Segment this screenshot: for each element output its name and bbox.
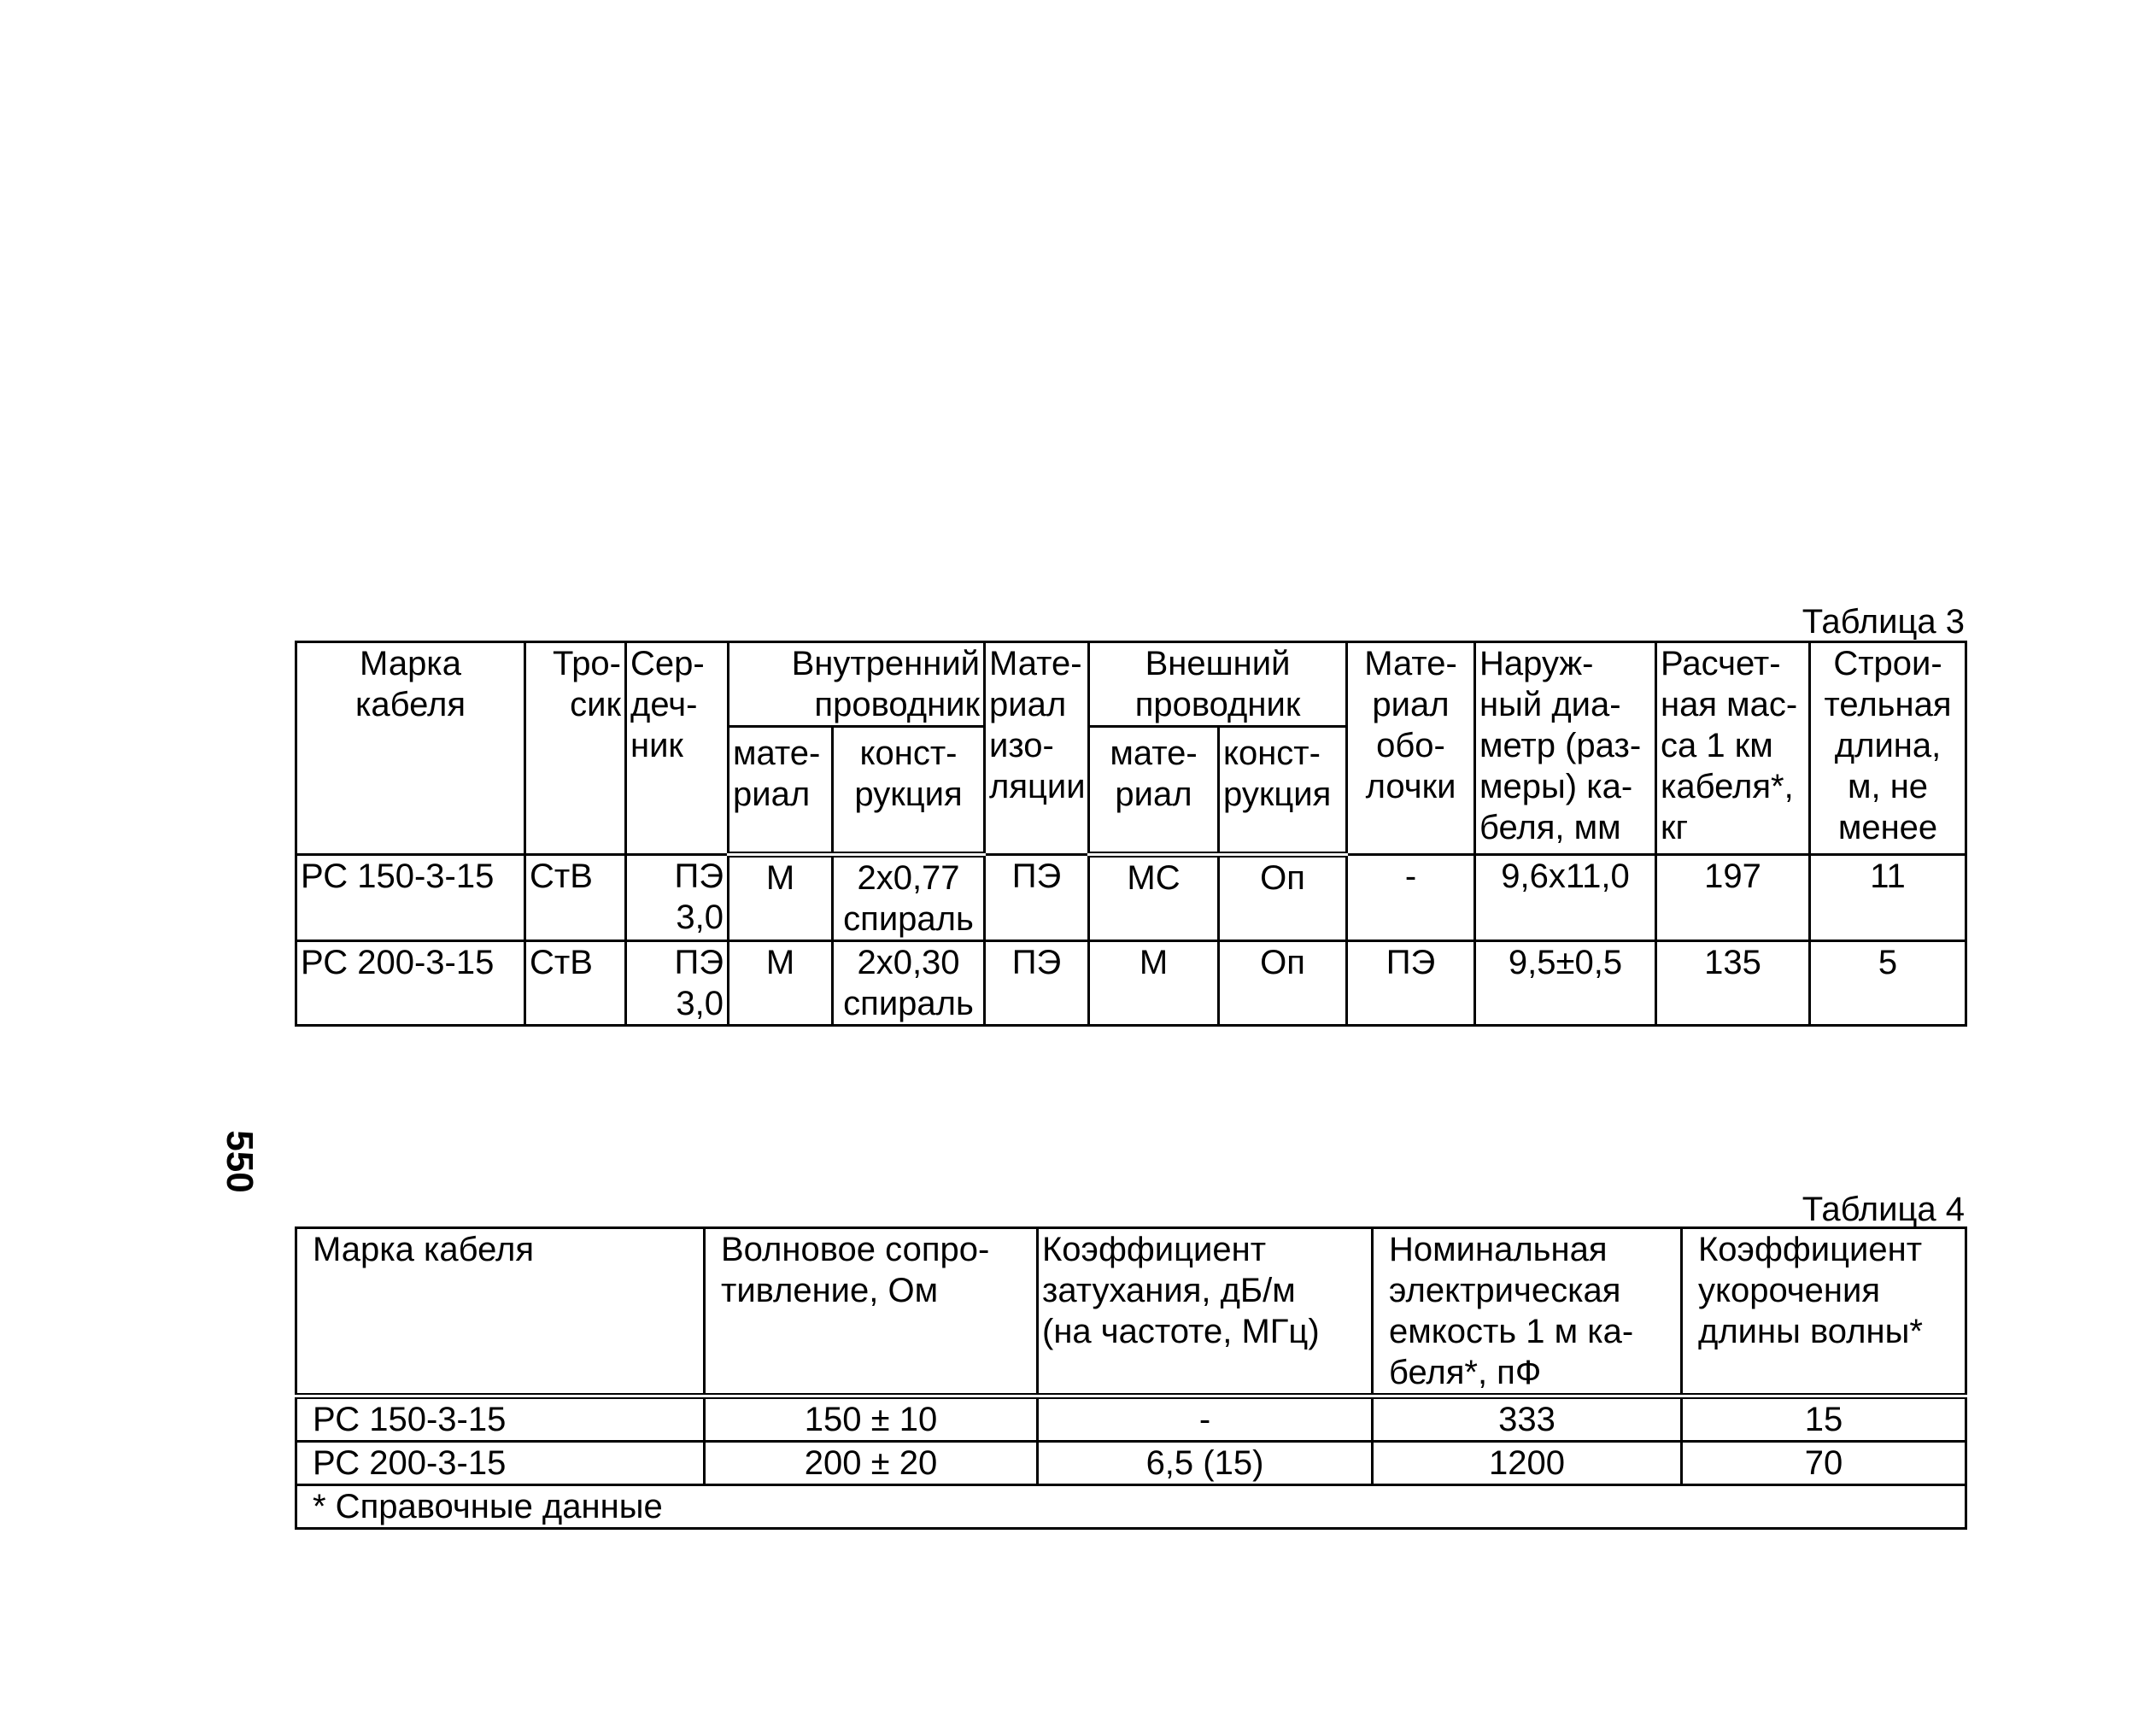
cell-insulation: ПЭ (985, 855, 1089, 941)
table-row (296, 1396, 1966, 1442)
table-row (296, 1442, 1966, 1485)
header-inner-conductor: Внутренний проводник (729, 642, 985, 727)
cell-impedance: 150 ± 10 (705, 1396, 1038, 1442)
header-brand: Марка кабеля (296, 642, 525, 855)
header-construction-length: Строи- тельная длина, м, не менее (1810, 642, 1966, 855)
table-4-caption: Таблица 4 (1802, 1191, 1965, 1228)
cell-sheath: ПЭ (1347, 941, 1475, 1026)
table-row (296, 855, 1966, 941)
cell-attenuation: 6,5 (15) (1038, 1442, 1373, 1485)
header-sheath-material: Мате- риал обо- лочки (1347, 642, 1475, 855)
cell-brand: РС 150-3-15 (296, 855, 525, 941)
cell-mass: 135 (1656, 941, 1810, 1026)
cell-impedance: 200 ± 20 (705, 1442, 1038, 1485)
cell-trosik: СтВ (525, 855, 626, 941)
cell-diameter: 9,6х11,0 (1475, 855, 1656, 941)
table-3 (295, 641, 1967, 1027)
cell-core: ПЭ 3,0 (626, 941, 729, 1026)
cell-mass: 197 (1656, 855, 1810, 941)
table-row (296, 941, 1966, 1026)
cell-shortening: 15 (1682, 1396, 1966, 1442)
cell-shortening: 70 (1682, 1442, 1966, 1485)
header-wavelength-shortening: Коэффициент укорочения длины волны* (1682, 1228, 1966, 1396)
page-number: 550 (219, 1130, 261, 1193)
cell-capacitance: 1200 (1373, 1442, 1682, 1485)
cell-outer-material: М (1089, 941, 1219, 1026)
cell-attenuation: - (1038, 1396, 1373, 1442)
header-inner-material: мате- риал (729, 727, 833, 855)
cell-inner-construction: 2х0,77 спираль (833, 855, 985, 941)
cell-core: ПЭ 3,0 (626, 855, 729, 941)
cell-inner-construction: 2х0,30 спираль (833, 941, 985, 1026)
cell-diameter: 9,5±0,5 (1475, 941, 1656, 1026)
header-attenuation: Коэффициент затухания, дБ/м (на частоте, МГц) (1038, 1228, 1373, 1396)
footnote: * Справочные данные (296, 1485, 1966, 1529)
cell-insulation: ПЭ (985, 941, 1089, 1026)
cell-brand: РС 150-3-15 (296, 1396, 705, 1442)
footnote-row (296, 1485, 1966, 1529)
header-wave-impedance: Волновое сопро- тивление, Ом (705, 1228, 1038, 1396)
header-outer-material: мате- риал (1089, 727, 1219, 855)
cell-brand: РС 200-3-15 (296, 1442, 705, 1485)
cell-inner-material: М (729, 855, 833, 941)
header-inner-construction: конст- рукция (833, 727, 985, 855)
header-cable-mass: Расчет- ная мас- са 1 км кабеля*, кг (1656, 642, 1810, 855)
cell-outer-material: МС (1089, 855, 1219, 941)
cell-outer-construction: Оп (1219, 855, 1347, 941)
table-3-caption: Таблица 3 (1802, 603, 1965, 641)
cell-length: 5 (1810, 941, 1966, 1026)
header-outer-conductor: Внешний проводник (1089, 642, 1347, 727)
cell-brand: РС 200-3-15 (296, 941, 525, 1026)
header-trosik: Тро- сик (525, 642, 626, 855)
cell-sheath: - (1347, 855, 1475, 941)
header-brand: Марка кабеля (296, 1228, 705, 1396)
cell-capacitance: 333 (1373, 1396, 1682, 1442)
header-insulation-material: Мате- риал изо- ляции (985, 642, 1089, 855)
cell-inner-material: М (729, 941, 833, 1026)
cell-trosik: СтВ (525, 941, 626, 1026)
cell-outer-construction: Оп (1219, 941, 1347, 1026)
table-4 (295, 1226, 1967, 1530)
header-outer-construction: конст- рукция (1219, 727, 1347, 855)
header-outer-diameter: Наруж- ный диа- метр (раз- меры) ка- беля, мм (1475, 642, 1656, 855)
header-capacitance: Номинальная электрическая емкость 1 м ка- беля*, пФ (1373, 1228, 1682, 1396)
cell-length: 11 (1810, 855, 1966, 941)
header-core: Сер- деч- ник (626, 642, 729, 855)
